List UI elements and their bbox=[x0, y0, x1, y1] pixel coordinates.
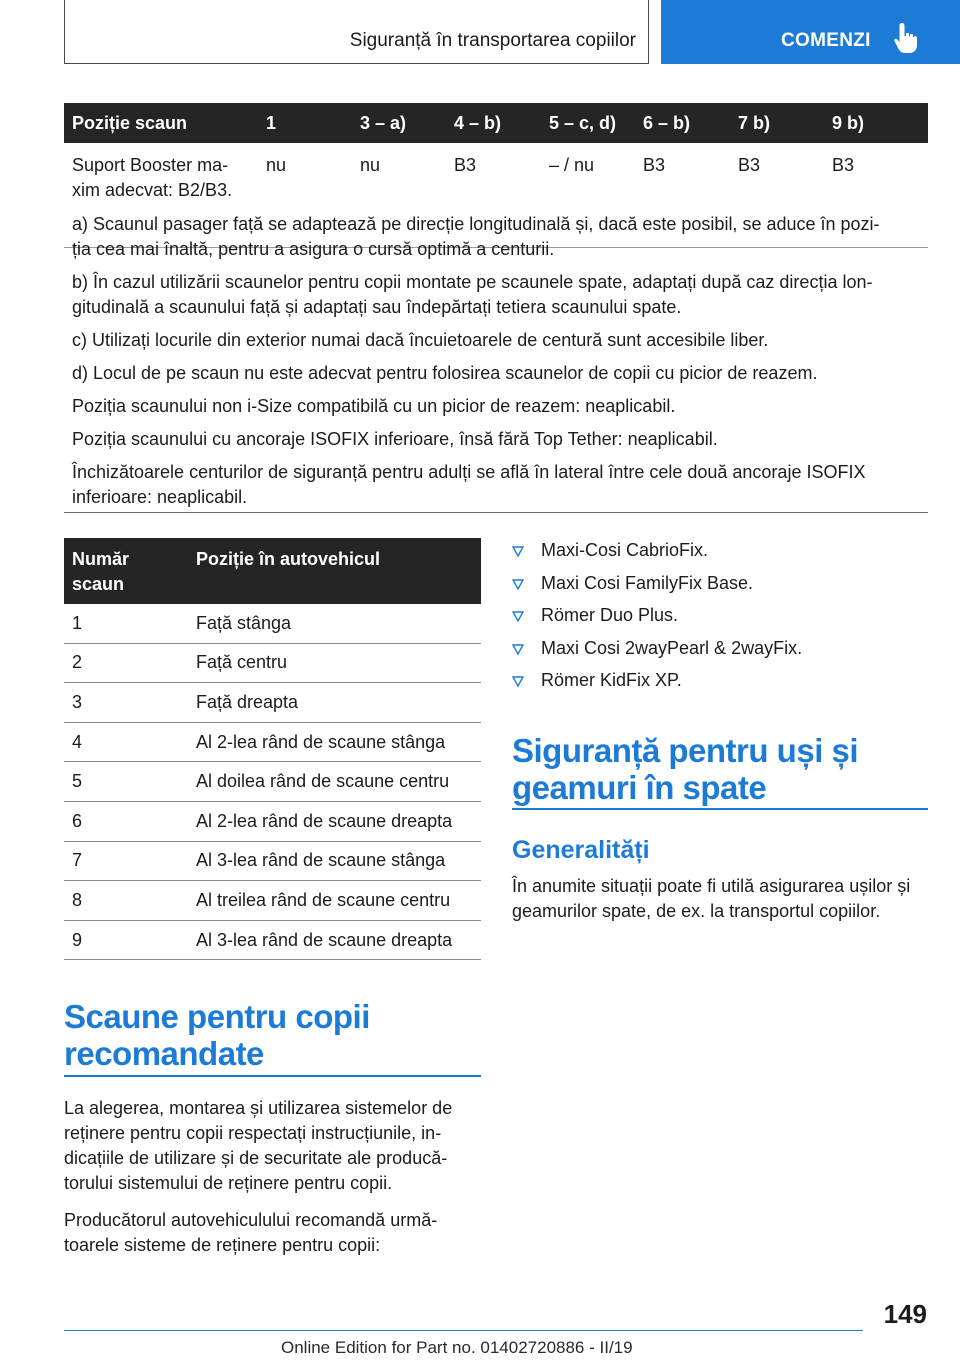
recommended-paragraph-1: La alegerea, montarea și utilizarea sistemelor de reținere pentru copii respectați instrucțiunile, in- dicațiile de utilizare și de securitate ale producă- torului sistemului de reținere pentru copii. bbox=[64, 1098, 453, 1193]
edition-footer: Online Edition for Part no. 01402720886 - II/19 bbox=[281, 1338, 633, 1357]
note-buckles: Închizătoarele centurilor de siguranță pentru adulți se află în lateral între cele două ancoraje ISOFIX inferioare: neaplicabil. bbox=[72, 462, 866, 507]
recommended-paragraph-2: Producătorul autovehiculului recomandă urmă- toarele sisteme de reținere pentru copii: bbox=[64, 1210, 438, 1255]
table-header-cell: 3 – a) bbox=[360, 112, 407, 133]
note-a: a) Scaunul pasager față se adaptează pe direcție longitudinală și, dacă este posibil, se aduce în pozi- ția cea mai înaltă, pentru a asigura o cursă optimă a centurii. bbox=[72, 214, 880, 259]
list-item bbox=[512, 538, 928, 571]
table-header-cell: Poziție în autovehicul bbox=[196, 549, 381, 569]
table-header-cell: 7 b) bbox=[738, 112, 771, 133]
commands-tab[interactable] bbox=[661, 0, 960, 64]
list-item-label: Maxi-Cosi CabrioFix. bbox=[541, 540, 709, 560]
list-item bbox=[512, 636, 928, 669]
table-row bbox=[64, 683, 481, 723]
commands-label: COMENZI bbox=[781, 30, 871, 51]
table-cell: B3 bbox=[832, 155, 855, 175]
note-c: c) Utilizați locurile din exterior numai dacă încuietoarele de centură sunt accesibile liber. bbox=[72, 330, 769, 350]
table-cell: Față centru bbox=[196, 652, 288, 673]
notes-divider bbox=[64, 512, 928, 513]
list-item-label: Maxi Cosi 2wayPearl & 2wayFix. bbox=[541, 637, 803, 658]
table-row bbox=[64, 644, 481, 684]
list-item bbox=[512, 571, 928, 604]
note-b: b) În cazul utilizării scaunelor pentru copii montate pe scaunele spate, adaptați după caz direcția lon- gitudinală a scaunului față și adaptați sau îndepărtați tetiera scaunului spate. bbox=[72, 272, 873, 317]
table-row bbox=[64, 802, 481, 842]
table-cell: 9 bbox=[72, 929, 83, 950]
table-header-cell: 1 bbox=[266, 112, 277, 133]
list-item bbox=[512, 668, 928, 701]
table-header-cell: 9 b) bbox=[832, 112, 865, 133]
table-header-cell: 5 – c, d) bbox=[549, 112, 617, 133]
table-row bbox=[64, 723, 481, 763]
table-header-row bbox=[64, 538, 481, 604]
table-cell: B3 bbox=[454, 155, 477, 175]
general-subheading: Generalități bbox=[512, 836, 650, 864]
note-support-leg: Poziția scaunului non i-Size compatibilă cu un picior de reazem: neaplicabil. bbox=[72, 396, 676, 416]
note-isofix: Poziția scaunului cu ancoraje ISOFIX inferioare, însă fără Top Tether: neaplicabil. bbox=[72, 429, 718, 449]
table-cell: B3 bbox=[643, 155, 666, 175]
general-paragraph: În anumite situații poate fi utilă asigurarea ușilor și geamurilor spate, de ex. la transportul copiilor. bbox=[512, 876, 911, 921]
hand-pointer-icon bbox=[893, 22, 919, 54]
footer-rule bbox=[64, 1330, 863, 1331]
table-cell: 5 bbox=[72, 771, 83, 792]
table-cell: nu bbox=[266, 155, 287, 175]
triangle-right-icon bbox=[512, 676, 524, 687]
heading-rule bbox=[64, 1075, 481, 1077]
door-window-safety-heading: Siguranță pentru uși și geamuri în spate bbox=[512, 732, 859, 806]
list-item bbox=[512, 603, 928, 636]
table-row bbox=[64, 881, 481, 921]
table-header-row bbox=[64, 103, 928, 143]
recommended-seats-list bbox=[512, 538, 928, 701]
table-cell: B3 bbox=[738, 155, 761, 175]
table-header-cell: Poziție scaun bbox=[72, 112, 188, 133]
list-item-label: Maxi Cosi FamilyFix Base. bbox=[541, 572, 754, 593]
table-cell: – / nu bbox=[549, 155, 595, 175]
table-cell: Suport Booster ma- xim adecvat: B2/B3. bbox=[72, 155, 233, 200]
table-cell: 8 bbox=[72, 889, 83, 910]
table-cell: 4 bbox=[72, 731, 83, 752]
table-cell: 7 bbox=[72, 850, 83, 871]
section-title: Siguranță în transportarea copiilor bbox=[349, 30, 636, 51]
table-cell: Al 3-lea rând de scaune dreapta bbox=[196, 929, 453, 950]
table-cell: Față stânga bbox=[196, 612, 292, 633]
list-item-label: Römer KidFix XP. bbox=[541, 670, 682, 690]
table-cell: Al 2-lea rând de scaune dreapta bbox=[196, 810, 453, 831]
table-cell: nu bbox=[360, 155, 381, 175]
note-d: d) Locul de pe scaun nu este adecvat pentru folosirea scaunelor de copii cu picior de reazem. bbox=[72, 363, 818, 383]
table-row bbox=[64, 842, 481, 882]
table-notes bbox=[64, 212, 928, 518]
table-cell: 1 bbox=[72, 612, 83, 633]
triangle-right-icon bbox=[512, 579, 524, 590]
table-cell: Față dreapta bbox=[196, 691, 299, 712]
table-cell: Al 2-lea rând de scaune stânga bbox=[196, 731, 446, 752]
table-cell: Al doilea rând de scaune centru bbox=[196, 771, 450, 792]
page-number: 149 bbox=[883, 1299, 927, 1329]
triangle-right-icon bbox=[512, 611, 524, 622]
section-header bbox=[64, 0, 649, 64]
table-header-cell: 4 – b) bbox=[454, 112, 502, 133]
table-header-cell: Număr scaun bbox=[72, 549, 130, 594]
table-header-cell: 6 – b) bbox=[643, 112, 691, 133]
recommended-seats-heading: Scaune pentru copii recomandate bbox=[64, 998, 370, 1072]
table-row bbox=[64, 921, 481, 961]
table-cell: 2 bbox=[72, 652, 83, 673]
heading-rule bbox=[512, 808, 928, 810]
table-row bbox=[64, 762, 481, 802]
table-row bbox=[64, 604, 481, 644]
seat-position-table bbox=[64, 538, 481, 960]
table-cell: Al 3-lea rând de scaune stânga bbox=[196, 850, 446, 871]
table-cell: Al treilea rând de scaune centru bbox=[196, 889, 451, 910]
triangle-right-icon bbox=[512, 644, 524, 655]
table-cell: 3 bbox=[72, 691, 83, 712]
triangle-right-icon bbox=[512, 546, 524, 557]
list-item-label: Römer Duo Plus. bbox=[541, 605, 679, 625]
table-cell: 6 bbox=[72, 810, 83, 831]
